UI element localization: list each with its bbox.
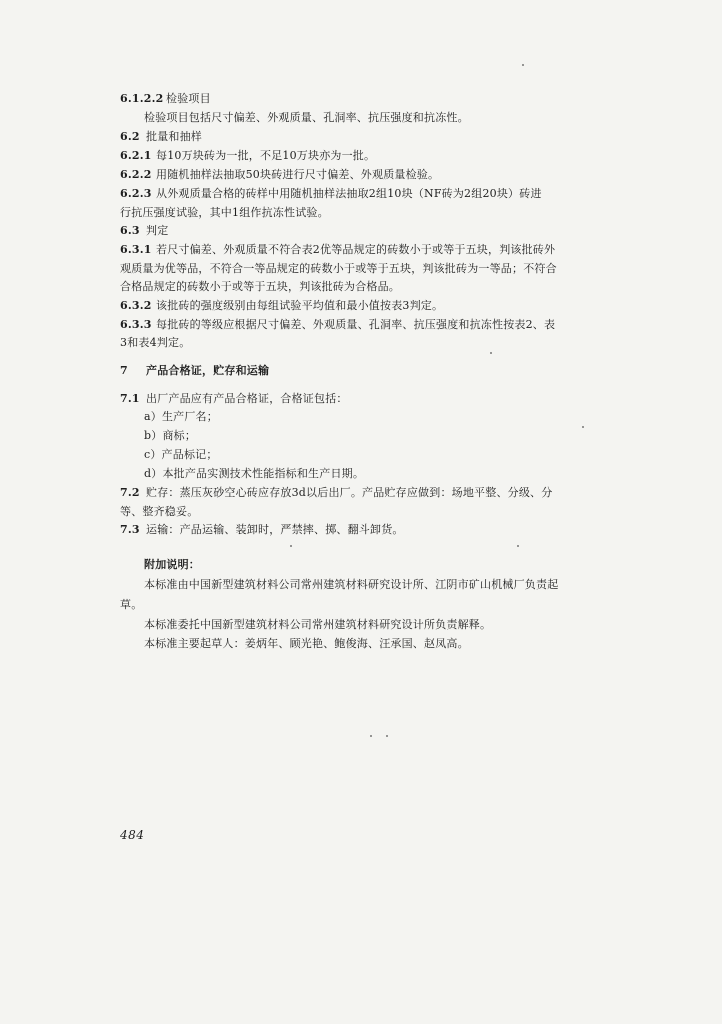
list-item: a）生产厂名； xyxy=(144,410,218,423)
section-6-2-2 xyxy=(120,168,439,182)
section-number: 6.3.1 xyxy=(120,243,152,256)
section-number: 6.2.1 xyxy=(120,149,152,162)
section-text: 每10万块砖为一批，不足10万块亦为一批。 xyxy=(156,149,376,162)
appendix-paragraph-3: 本标准主要起草人：姜炳年、顾光艳、鲍俊海、汪承国、赵凤高。 xyxy=(144,637,469,650)
section-number: 6.2 xyxy=(120,130,140,143)
section-number: 7.1 xyxy=(120,392,140,405)
section-6-1-2-2-heading xyxy=(120,92,211,106)
section-6-3-heading xyxy=(120,224,168,238)
section-6-1-2-2-body: 检验项目包括尺寸偏差、外观质量、孔洞率、抗压强度和抗冻性。 xyxy=(144,111,469,124)
section-6-3-3-line-1 xyxy=(120,318,555,332)
list-item: d）本批产品实测技术性能指标和生产日期。 xyxy=(144,467,365,480)
appendix-title: 附加说明： xyxy=(144,558,200,571)
section-number: 6.3.3 xyxy=(120,318,152,331)
section-text: 若尺寸偏差、外观质量不符合表2优等品规定的砖数小于或等于五块，判该批砖外 xyxy=(156,243,556,256)
section-text: 出厂产品应有产品合格证，合格证包括： xyxy=(146,392,348,405)
section-7-2-line-2: 等、整齐稳妥。 xyxy=(120,505,199,518)
section-6-3-2 xyxy=(120,299,443,313)
section-6-2-3-line-2: 行抗压强度试验，其中1组作抗冻性试验。 xyxy=(120,206,329,219)
section-6-3-3-line-2: 3和表4判定。 xyxy=(120,336,191,349)
scan-speck xyxy=(517,545,519,547)
scan-speck xyxy=(490,352,492,354)
section-text: 贮存：蒸压灰砂空心砖应存放3d以后出厂。产品贮存应做到：场地平整、分级、分 xyxy=(146,486,553,499)
section-title: 检验项目 xyxy=(166,92,211,105)
appendix-paragraph-2: 本标准委托中国新型建筑材料公司常州建筑材料研究设计所负责解释。 xyxy=(144,618,492,631)
section-number: 6.2.3 xyxy=(120,187,152,200)
scan-speck xyxy=(386,735,388,737)
section-6-2-heading xyxy=(120,130,202,144)
section-text: 该批砖的强度级别由每组试验平均值和最小值按表3判定。 xyxy=(156,299,444,312)
scan-speck xyxy=(522,64,524,66)
scan-speck xyxy=(370,735,372,737)
section-6-2-1 xyxy=(120,149,375,163)
section-text: 从外观质量合格的砖样中用随机抽样法抽取2组10块（NF砖为2组20块）砖进 xyxy=(156,187,542,200)
section-7-2-line-1 xyxy=(120,486,552,500)
section-number: 7.3 xyxy=(120,523,140,536)
section-7-3 xyxy=(120,523,404,537)
chapter-number: 7 xyxy=(120,364,128,377)
list-item: b）商标； xyxy=(144,429,197,442)
section-text: 运输：产品运输、装卸时，严禁摔、掷、翻斗卸货。 xyxy=(146,523,404,536)
section-6-3-1-line-3: 合格品规定的砖数小于或等于五块，判该批砖为合格品。 xyxy=(120,280,400,293)
page-number: 484 xyxy=(120,828,145,842)
chapter-title: 产品合格证，贮存和运输 xyxy=(146,364,270,377)
appendix-paragraph-1-line-1: 本标准由中国新型建筑材料公司常州建筑材料研究设计所、江阴市矿山机械厂负责起 xyxy=(144,578,559,591)
section-number: 6.3.2 xyxy=(120,299,152,312)
appendix-paragraph-1-line-2: 草。 xyxy=(120,598,143,611)
section-6-2-3-line-1 xyxy=(120,187,542,201)
section-number: 6.3 xyxy=(120,224,140,237)
section-title: 批量和抽样 xyxy=(146,130,202,143)
section-title: 判定 xyxy=(146,224,169,237)
scan-speck xyxy=(582,426,584,428)
section-6-3-1-line-1 xyxy=(120,243,555,257)
section-number: 6.1.2.2 xyxy=(120,92,164,105)
section-number: 6.2.2 xyxy=(120,168,152,181)
list-item: c）产品标记； xyxy=(144,448,218,461)
section-text: 每批砖的等级应根据尺寸偏差、外观质量、孔洞率、抗压强度和抗冻性按表2、表 xyxy=(156,318,556,331)
scan-speck xyxy=(290,545,292,547)
section-number: 7.2 xyxy=(120,486,140,499)
section-6-3-1-line-2: 观质量为优等品，不符合一等品规定的砖数小于或等于五块，判该批砖为一等品；不符合 xyxy=(120,262,557,275)
section-7-1 xyxy=(120,392,348,406)
chapter-7-heading xyxy=(120,364,269,378)
section-text: 用随机抽样法抽取50块砖进行尺寸偏差、外观质量检验。 xyxy=(156,168,440,181)
